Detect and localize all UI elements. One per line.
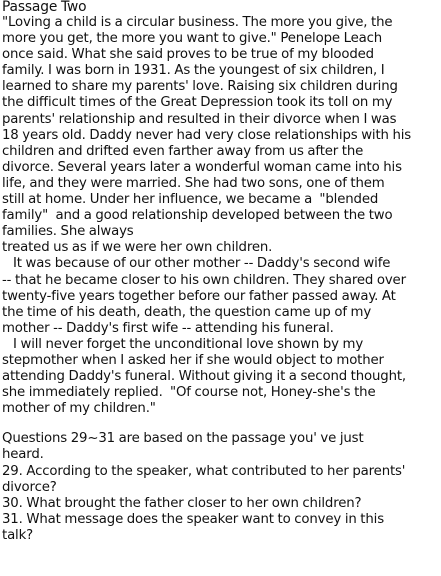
passage-line: more you get, the more you want to give." Penelope Leach [2,31,383,47]
passage-line: mother of my children." [2,401,156,417]
passage-body [2,15,439,417]
question-line: heard. [2,447,44,463]
document-page [2,0,439,544]
passage-line: stepmother when I asked her if she would object to mother [2,352,384,368]
passage-line: the difficult times of the Great Depression took its toll on my [2,95,393,111]
passage-line: It was because of our other mother -- Daddy's second wife [2,256,391,272]
section-gap [2,417,439,431]
passage-line: family. I was born in 1931. As the youngest of six children, I [2,63,385,79]
passage-line: children and drifted even farther away from us after the [2,143,364,159]
question-line: 30. What brought the father closer to her own children? [2,495,362,511]
passage-line: "Loving a child is a circular business. The more you give, the [2,15,393,30]
passage-line: divorce. Several years later a wonderful woman came into his [2,159,402,175]
questions-block [2,431,439,544]
passage-line: attending Daddy's funeral. Without giving it a second thought, [2,369,406,385]
passage-line: families. She always [2,224,134,240]
question-line: Questions 29~31 are based on the passage you' ve just [2,431,364,447]
passage-line: family" and a good relationship developed between the two [2,208,393,224]
question-line: 29. According to the speaker, what contributed to her parents' [2,463,406,479]
passage-line: -- that he became closer to his own children. They shared over [2,272,406,288]
passage-line: life, and they were married. She had two sons, one of them [2,175,385,191]
passage-line: I will never forget the unconditional love shown by my [2,336,364,352]
passage-line: parents' relationship and resulted in their divorce when I was [2,111,397,127]
passage-line: 18 years old. Daddy never had very close relationships with his [2,127,412,143]
passage-line: treated us as if we were her own children. [2,240,273,256]
passage-title: Passage Two [2,0,87,15]
passage-line: mother -- Daddy's first wife -- attending his funeral. [2,320,334,336]
passage-line: still at home. Under her influence, we became a "blended [2,192,379,208]
question-line: talk? [2,527,34,543]
passage-line: the time of his death, death, the question came up of my [2,304,372,320]
passage-line: learned to share my parents' love. Raising six children during [2,79,398,95]
passage-line: twenty-five years together before our father passed away. At [2,288,396,304]
question-line: divorce? [2,479,57,495]
question-line: 31. What message does the speaker want to convey in this [2,511,384,527]
passage-line: once said. What she said proves to be true of my blooded [2,47,374,63]
passage-line: she immediately replied. "Of course not, Honey-she's the [2,385,376,401]
